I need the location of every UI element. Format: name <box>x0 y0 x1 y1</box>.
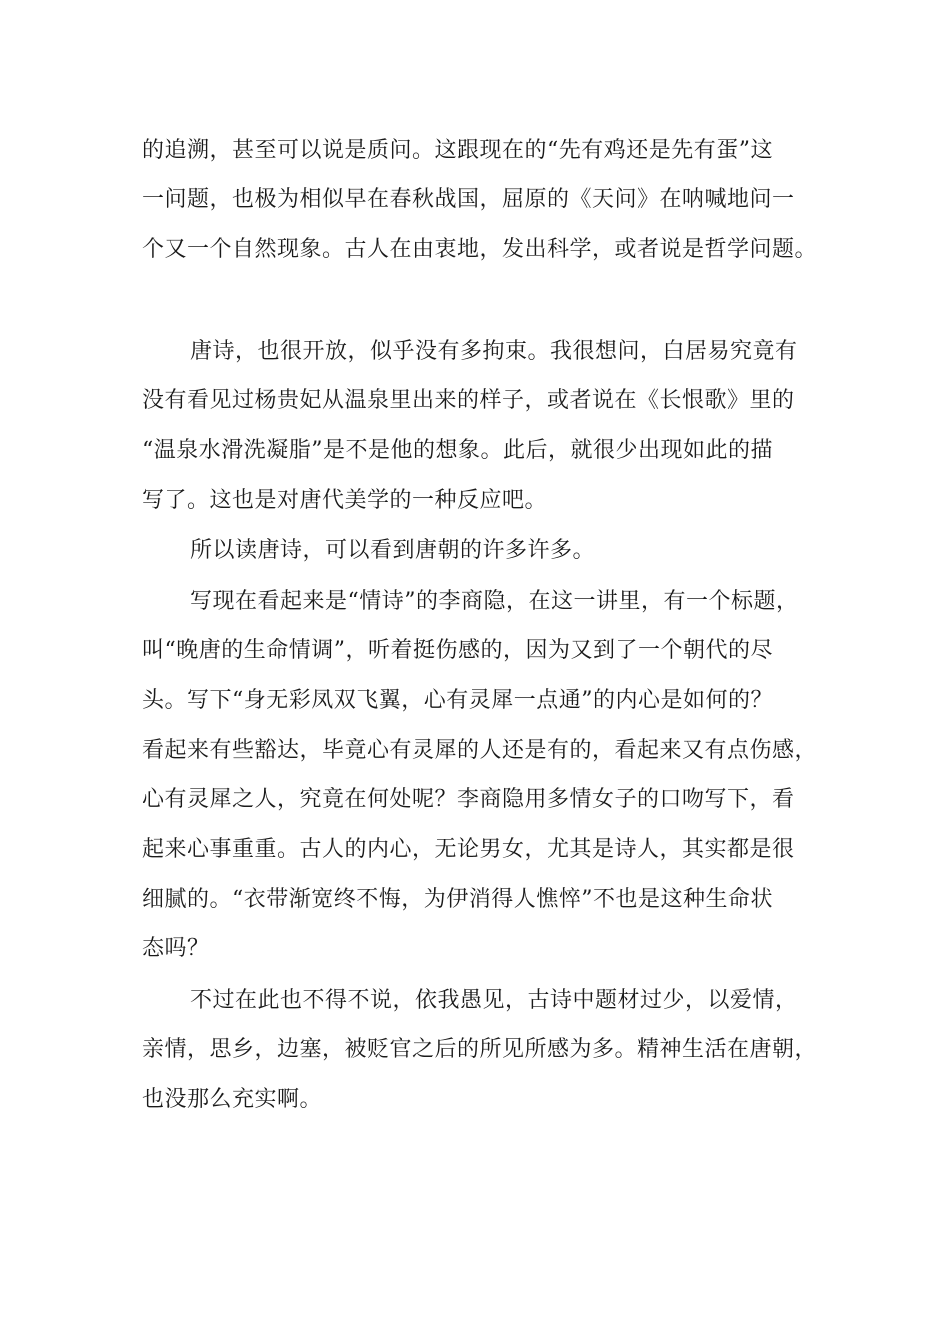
text-line: 写现在看起来是“情诗”的李商隐，在这一讲里，有一个标题， <box>190 589 799 614</box>
text-line: 态吗？ <box>142 936 210 961</box>
text-line: “温泉水滑洗凝脂”是不是他的想象。此后，就很少出现如此的描 <box>142 438 773 463</box>
text-line: 起来心事重重。古人的内心，无论男女，尤其是诗人，其实都是很 <box>142 837 795 862</box>
text-line: 写了。这也是对唐代美学的一种反应吧。 <box>142 488 548 513</box>
text-line: 所以读唐诗，可以看到唐朝的许多许多。 <box>190 538 596 563</box>
text-line: 头。写下“身无彩凤双飞翼，心有灵犀一点通”的内心是如何的？ <box>142 688 773 713</box>
text-line: 心有灵犀之人，究竟在何处呢？李商隐用多情女子的口吻写下，看 <box>142 787 795 812</box>
text-line: 没有看见过杨贵妃从温泉里出来的样子，或者说在《长恨歌》里的 <box>142 388 795 413</box>
text-line: 亲情，思乡，边塞，被贬官之后的所见所感为多。精神生活在唐朝， <box>142 1037 818 1062</box>
text-line: 也没那么充实啊。 <box>142 1087 323 1112</box>
text-line: 的追溯，甚至可以说是质问。这跟现在的“先有鸡还是先有蛋”这 <box>142 138 773 163</box>
text-line: 唐诗，也很开放，似乎没有多拘束。我很想问，白居易究竟有 <box>190 339 798 364</box>
text-line: 一问题，也极为相似早在春秋战国，屈原的《天问》在呐喊地问一 <box>142 187 795 212</box>
text-line: 个又一个自然现象。古人在由衷地，发出科学，或者说是哲学问题。 <box>142 237 818 262</box>
text-line: 不过在此也不得不说，依我愚见，古诗中题材过少，以爱情， <box>190 988 798 1013</box>
text-line: 细腻的。“衣带渐宽终不悔，为伊消得人憔悴”不也是这种生命状 <box>142 887 773 912</box>
text-line: 叫“晚唐的生命情调”，听着挺伤感的，因为又到了一个朝代的尽 <box>142 638 773 663</box>
text-line: 看起来有些豁达，毕竟心有灵犀的人还是有的，看起来又有点伤感， <box>142 738 818 763</box>
